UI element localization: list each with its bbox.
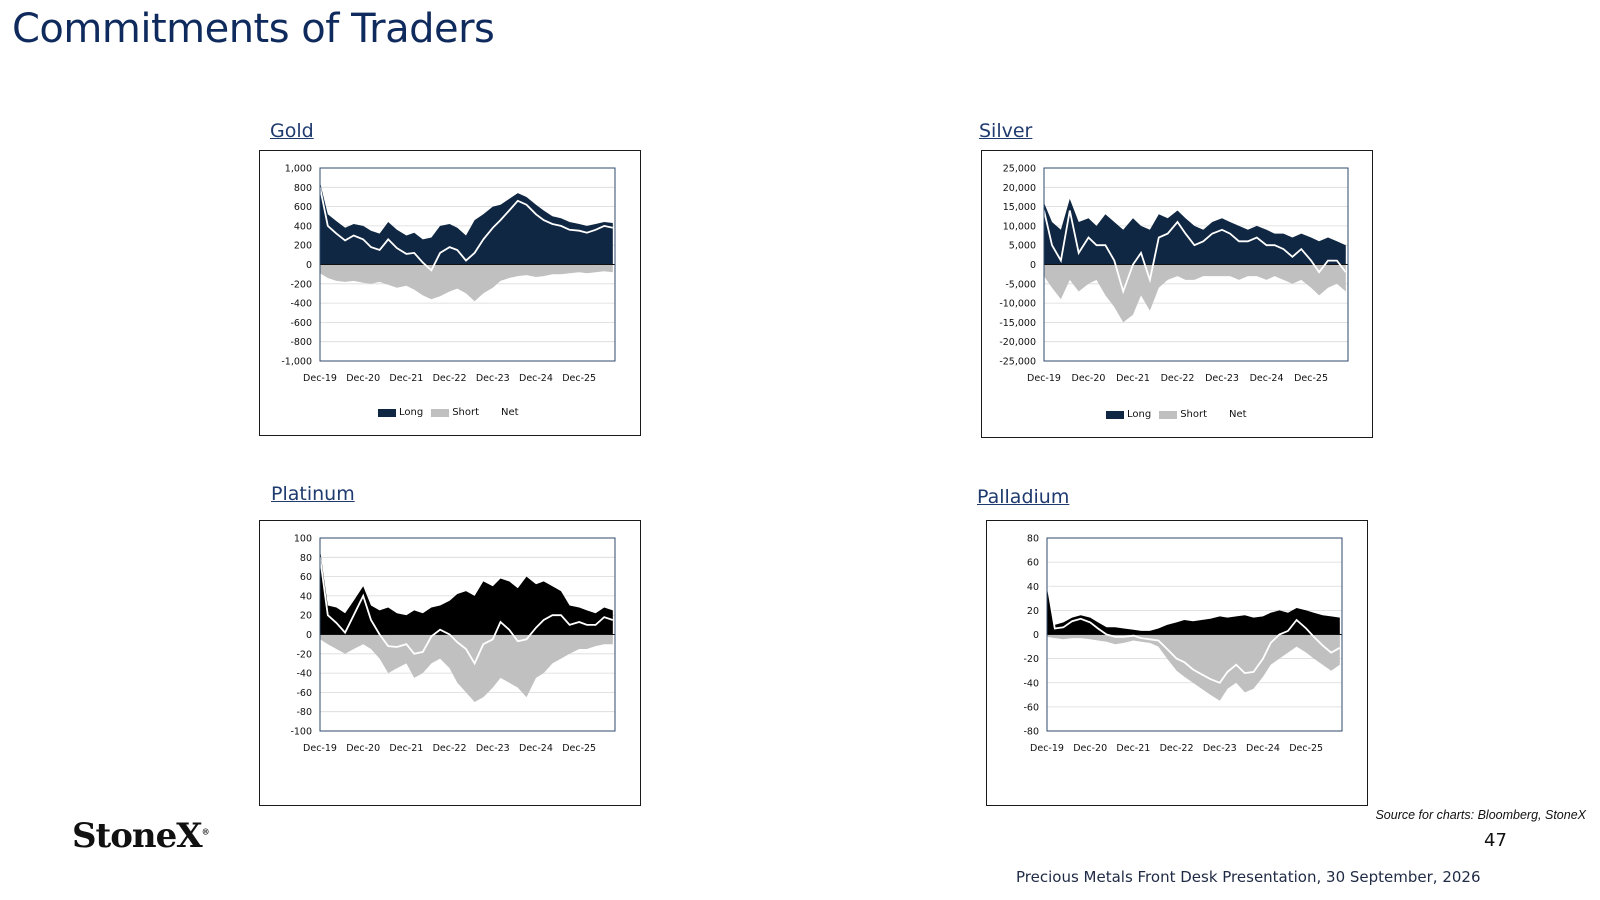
y-tick-label: -20: [1023, 654, 1039, 666]
page-number: 47: [1484, 830, 1507, 851]
y-tick-label: 800: [293, 182, 312, 194]
y-tick-label: -80: [296, 707, 312, 719]
footer-text: Precious Metals Front Desk Presentation, 30 September, 2026: [1016, 868, 1481, 886]
y-tick-label: -60: [1023, 702, 1039, 714]
platinum-chart: [260, 521, 640, 805]
legend-label-short: Short: [1180, 409, 1208, 420]
stonex-logo: [72, 816, 209, 856]
legend-swatch-long: [1106, 411, 1124, 419]
palladium-chart: [987, 521, 1367, 805]
x-tick-label: Dec-21: [389, 373, 424, 384]
y-tick-label: 80: [1026, 533, 1039, 545]
legend-label-net: Net: [501, 407, 519, 418]
x-tick-label: Dec-23: [1202, 743, 1237, 754]
x-tick-label: Dec-22: [1159, 743, 1194, 754]
x-tick-label: Dec-19: [303, 743, 337, 754]
y-tick-label: -15,000: [999, 317, 1036, 329]
short-area: [320, 265, 613, 302]
long-area: [320, 183, 613, 265]
y-tick-label: -100: [290, 726, 312, 738]
x-tick-label: Dec-23: [1205, 373, 1239, 384]
y-tick-label: 5,000: [1008, 240, 1036, 252]
y-tick-label: 20: [299, 610, 312, 622]
y-tick-label: 0: [1032, 630, 1039, 641]
x-tick-label: Dec-25: [562, 743, 597, 754]
x-tick-label: Dec-20: [346, 743, 381, 754]
y-tick-label: 15,000: [1002, 202, 1036, 214]
y-tick-label: -800: [290, 337, 312, 349]
silver-chart: [982, 151, 1372, 437]
y-tick-label: 10,000: [1002, 221, 1036, 233]
y-tick-label: -200: [290, 279, 312, 291]
y-tick-label: -40: [296, 668, 312, 680]
x-tick-label: Dec-20: [1071, 373, 1106, 384]
y-tick-label: -1,000: [281, 356, 312, 368]
y-tick-label: 600: [293, 202, 312, 214]
x-tick-label: Dec-21: [1116, 743, 1151, 754]
x-tick-label: Dec-24: [1246, 743, 1280, 754]
x-tick-label: Dec-24: [519, 743, 553, 754]
x-tick-label: Dec-20: [346, 373, 381, 384]
y-tick-label: 1,000: [284, 163, 312, 175]
y-tick-label: 100: [293, 533, 312, 545]
palladium-chart-frame: [986, 520, 1368, 806]
y-tick-label: 20,000: [1002, 182, 1036, 194]
y-tick-label: 25,000: [1002, 163, 1036, 175]
silver-chart-title: Silver: [979, 120, 1033, 142]
silver-legend: [1106, 409, 1255, 420]
y-tick-label: -400: [290, 298, 312, 310]
legend-item-long: [378, 407, 423, 418]
legend-item-net: [501, 407, 519, 418]
x-tick-label: Dec-21: [1116, 373, 1150, 384]
gold-chart-frame: [259, 150, 641, 436]
y-tick-label: -40: [1023, 678, 1039, 690]
long-area: [320, 550, 613, 635]
y-tick-label: 200: [293, 240, 312, 252]
y-tick-label: -10,000: [999, 298, 1036, 310]
legend-item-short: [431, 407, 479, 418]
y-tick-label: 40: [1026, 581, 1039, 593]
x-tick-label: Dec-25: [1294, 373, 1329, 384]
legend-label-long: Long: [1127, 409, 1152, 420]
y-tick-label: -80: [1023, 726, 1039, 738]
y-tick-label: -25,000: [999, 356, 1036, 368]
source-note: Source for charts: Bloomberg, StoneX: [1375, 808, 1586, 822]
legend-item-net: [1229, 409, 1247, 420]
y-tick-label: 0: [1029, 260, 1036, 271]
silver-chart-frame: [981, 150, 1373, 438]
legend-item-short: [1159, 409, 1207, 420]
y-tick-label: -60: [296, 687, 312, 699]
long-area: [1044, 199, 1346, 265]
x-tick-label: Dec-20: [1073, 743, 1108, 754]
legend-label-long: Long: [399, 407, 424, 418]
short-area: [320, 635, 613, 703]
x-tick-label: Dec-19: [303, 373, 337, 384]
logo-text: StoneX: [72, 816, 202, 856]
legend-swatch-short: [431, 409, 449, 417]
legend-label-net: Net: [1229, 409, 1247, 420]
platinum-chart-frame: [259, 520, 641, 806]
platinum-chart-title: Platinum: [271, 483, 355, 505]
y-tick-label: 0: [305, 630, 312, 641]
y-tick-label: -20,000: [999, 337, 1036, 349]
gold-chart: [260, 151, 640, 435]
short-area: [1044, 265, 1346, 323]
x-tick-label: Dec-25: [562, 373, 597, 384]
x-tick-label: Dec-24: [519, 373, 553, 384]
logo-registered-mark: ®: [201, 826, 209, 837]
y-tick-label: 20: [1026, 605, 1039, 617]
x-tick-label: Dec-21: [389, 743, 424, 754]
x-tick-label: Dec-19: [1027, 373, 1061, 384]
y-tick-label: 400: [293, 221, 312, 233]
legend-label-short: Short: [452, 407, 480, 418]
gold-legend: [378, 407, 527, 418]
page-title: Commitments of Traders: [12, 6, 495, 52]
palladium-chart-title: Palladium: [977, 486, 1070, 508]
y-tick-label: -600: [290, 317, 312, 329]
gold-chart-title: Gold: [270, 120, 314, 142]
y-tick-label: 80: [299, 552, 312, 564]
x-tick-label: Dec-23: [475, 373, 510, 384]
x-tick-label: Dec-19: [1030, 743, 1064, 754]
y-tick-label: 0: [305, 260, 312, 271]
long-area: [1047, 580, 1340, 634]
x-tick-label: Dec-22: [432, 743, 467, 754]
y-tick-label: 60: [1026, 557, 1039, 569]
x-tick-label: Dec-24: [1249, 373, 1284, 384]
legend-swatch-short: [1159, 411, 1177, 419]
y-tick-label: 60: [299, 572, 312, 584]
short-area: [1047, 635, 1340, 701]
legend-item-long: [1106, 409, 1151, 420]
y-tick-label: -20: [296, 649, 312, 661]
x-tick-label: Dec-25: [1289, 743, 1324, 754]
x-tick-label: Dec-23: [475, 743, 510, 754]
x-tick-label: Dec-22: [432, 373, 467, 384]
x-tick-label: Dec-22: [1160, 373, 1195, 384]
y-tick-label: -5,000: [1005, 279, 1036, 291]
legend-swatch-long: [378, 409, 396, 417]
y-tick-label: 40: [299, 591, 312, 603]
